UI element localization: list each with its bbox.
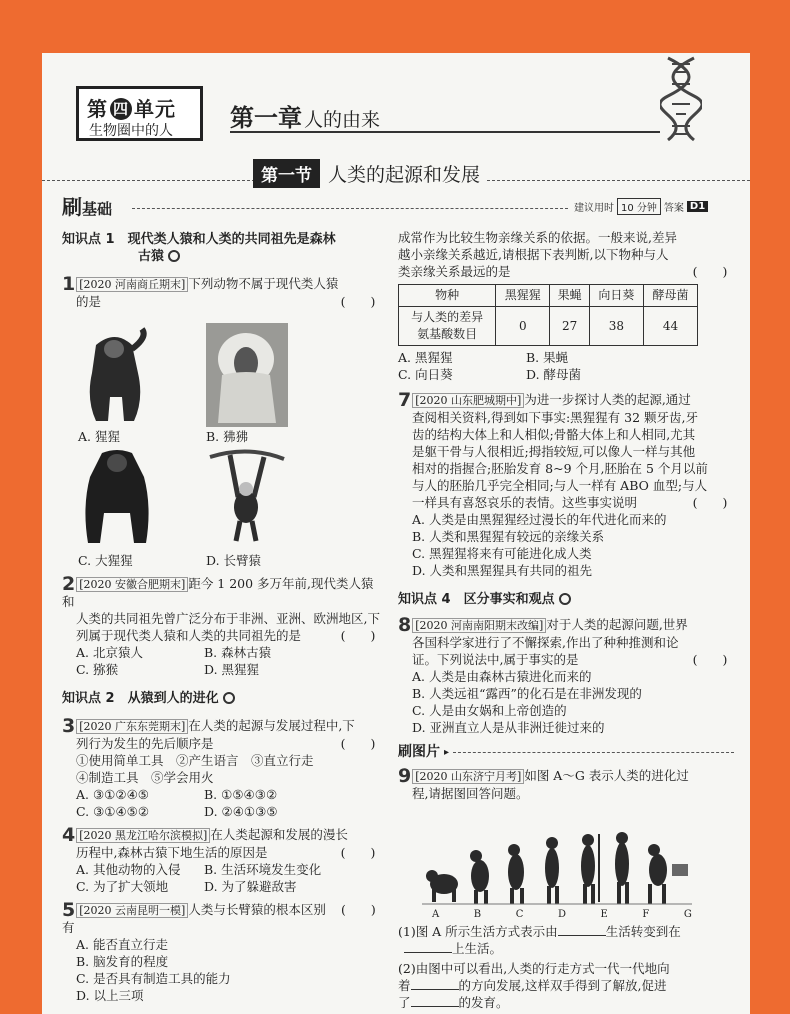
unit-title-suffix: 单元 — [134, 97, 176, 121]
section-heading — [253, 159, 486, 187]
gorilla-image — [80, 447, 154, 547]
q3-line1: 在人类的起源与发展过程中,下 — [188, 718, 355, 733]
q3-option-d[interactable]: D. ②④①③⑤ — [204, 804, 278, 819]
q9-line2: 程,请据图回答问题。 — [412, 786, 529, 801]
q5-option-d[interactable]: D. 以上三项 — [76, 988, 144, 1003]
figure-label-c: C — [515, 909, 524, 920]
question-7 — [398, 391, 734, 579]
q4-source: [2020 黑龙江哈尔滨模拟] — [76, 828, 210, 843]
q3-option-a[interactable]: A. ③①②④⑤ — [76, 787, 150, 802]
picture-practice-divider — [453, 752, 734, 753]
blank-input[interactable] — [558, 935, 606, 936]
table-header-row — [399, 285, 698, 307]
q3-line2: 列行为发生的先后顺序是 — [76, 736, 214, 751]
q1-option-b[interactable]: B. 狒狒 — [206, 429, 249, 444]
blank-input[interactable] — [404, 952, 452, 953]
evolution-figure — [422, 828, 692, 908]
question-3 — [62, 717, 382, 820]
q4-option-c[interactable]: C. 为了扩大领地 — [76, 879, 169, 894]
q2-option-b[interactable]: B. 森林古猿 — [204, 645, 272, 660]
knowledge-point-1 — [62, 231, 382, 265]
q7-option-c[interactable]: C. 黑猩猩将来有可能进化成人类 — [412, 546, 592, 561]
q8-line1: 对于人类的起源问题,世界 — [546, 617, 688, 632]
kp4-text: 知识点 4 区分事实和观点 — [398, 592, 555, 607]
q7-line2: 查阅相关资料,得到如下事实:黑猩猩有 32 颗牙齿,牙 — [412, 410, 699, 425]
q7-line3: 齿的结构大体上和人相似;骨骼大体上和人相同,尤其 — [412, 427, 696, 442]
q3-items-1: ①使用简单工具 ②产生语言 ③直立行走 — [76, 753, 314, 768]
row-label-1: 与人类的差异 — [411, 310, 484, 324]
figure-label-f: F — [642, 909, 650, 920]
q4-option-b[interactable]: B. 生活环境发生变化 — [204, 862, 322, 877]
q9-sub2-part1: (2)由图中可以看出,人类的行走方式一代一代地向 — [398, 961, 670, 976]
question-5 — [62, 901, 382, 1004]
unit-title — [87, 93, 176, 122]
answer-paren: ( ) — [692, 652, 728, 667]
knowledge-point-4 — [398, 591, 734, 608]
q3-option-c[interactable]: C. ③①④⑤② — [76, 804, 150, 819]
chapter-divider — [230, 131, 660, 133]
q8-number: 8 — [398, 614, 412, 636]
ape-figure-b — [470, 850, 489, 904]
q4-line1: 在人类起源和发展的漫长 — [210, 827, 348, 842]
q2-number: 2 — [62, 573, 76, 595]
q5-source: [2020 云南昆明一模] — [76, 903, 188, 918]
q2-option-d[interactable]: D. 黑猩猩 — [204, 662, 260, 677]
q4-line2: 历程中,森林古猿下地生活的原因是 — [76, 845, 268, 860]
blank-input[interactable] — [411, 1006, 459, 1007]
q8-option-a[interactable]: A. 人类是由森林古猿进化而来的 — [412, 669, 592, 684]
table-cell: 44 — [643, 307, 697, 346]
chapter-name: 人的由来 — [304, 109, 381, 131]
answer-label: 答案 — [663, 203, 684, 214]
target-icon — [168, 250, 180, 262]
kp1-line2: 古猿 — [138, 249, 165, 264]
table-cell: 酵母菌 — [643, 285, 697, 307]
q2-line3: 列属于现代类人猿和人类的共同祖先的是 — [76, 628, 302, 643]
orangutan-image — [78, 327, 152, 425]
figure-label-g: G — [683, 909, 692, 920]
unit-label-box — [76, 86, 203, 141]
figure-label-a: A — [432, 909, 440, 920]
q5-option-b[interactable]: B. 脑发育的程度 — [76, 954, 169, 969]
q9-source: [2020 山东济宁月考] — [412, 769, 524, 784]
q9-sub2-part5: 的发育。 — [458, 995, 509, 1010]
q7-line5: 相对的指握合;胚胎发育 8~9 个月,胚胎在 5 个月以前 — [412, 461, 708, 476]
triangle-icon: ▸ — [444, 747, 450, 758]
q6-option-a[interactable]: A. 黑猩猩 — [398, 350, 453, 365]
ape-figure-a — [426, 870, 458, 902]
kp2-text: 知识点 2 从猿到人的进化 — [62, 691, 219, 706]
unit-title-prefix: 第 — [87, 97, 108, 121]
q3-source: [2020 广东东莞期末] — [76, 719, 188, 734]
q3-number: 3 — [62, 715, 76, 737]
q9-sub2-part3: 的方向发展,这样双手得到了解放,促进 — [458, 978, 667, 993]
q1-option-a[interactable]: A. 猩猩 — [78, 429, 120, 444]
practice-heading — [62, 191, 112, 220]
dna-helix-icon — [660, 56, 702, 142]
answer-paren: ( ) — [692, 495, 728, 510]
q1-number: 1 — [62, 273, 76, 295]
q7-line1: 为进一步探讨人类的起源,通过 — [524, 392, 691, 407]
q5-text: 人类与长臂猿的根本区别有 — [62, 902, 326, 935]
q1-option-d[interactable]: D. 长臂猿 — [206, 553, 262, 568]
q3-items-2: ④制造工具 ⑤学会用火 — [76, 770, 214, 785]
section-badge: 第一节 — [253, 159, 320, 188]
answer-page: D1 — [687, 201, 708, 212]
q2-option-a[interactable]: A. 北京猿人 — [76, 645, 143, 660]
table-cell: 果蝇 — [550, 285, 590, 307]
q2-source: [2020 安徽合肥期末] — [76, 577, 188, 592]
q7-source: [2020 山东肥城期中] — [412, 393, 524, 408]
table-cell: 27 — [550, 307, 590, 346]
unit-subtitle: 生物圈中的人 — [89, 123, 173, 139]
q9-number: 9 — [398, 765, 412, 787]
target-icon — [559, 593, 571, 605]
figure-label-e: E — [600, 909, 608, 920]
q6-option-c[interactable]: C. 向日葵 — [398, 367, 453, 382]
question-4 — [62, 826, 382, 895]
q9-sub1-part1: (1)图 A 所示生活方式表示由 — [398, 924, 558, 939]
answer-paren: ( ) — [340, 736, 376, 751]
q2-line1: 距今 1 200 多万年前,现代类人猿和 — [62, 576, 374, 609]
q6-line3: 类亲缘关系最远的是 — [398, 264, 511, 279]
left-column — [62, 231, 382, 310]
q1-options-row2 — [78, 552, 378, 569]
q8-line3: 证。下列说法中,属于事实的是 — [412, 652, 579, 667]
q7-option-a[interactable]: A. 人类是由黑猩猩经过漫长的年代进化而来的 — [412, 512, 667, 527]
table-cell: 0 — [496, 307, 550, 346]
human-figure-g — [648, 844, 688, 904]
unit-number: 四 — [110, 98, 132, 120]
q2-line2: 人类的共同祖先曾广泛分布于非洲、亚洲、欧洲地区,下 — [76, 611, 380, 626]
q9-subquestions — [398, 923, 738, 1011]
q7-line4: 是躯干骨与人很相近;拇指较短,可以像人一样与其他 — [412, 444, 696, 459]
q4-option-a[interactable]: A. 其他动物的入侵 — [76, 862, 181, 877]
q8-option-d[interactable]: D. 亚洲直立人是从非洲迁徙过来的 — [412, 720, 605, 735]
figure-label-d: D — [557, 909, 566, 920]
gibbon-image — [208, 447, 286, 547]
q9-sub2-part2: 着 — [398, 978, 411, 993]
figure-label-b: B — [473, 909, 482, 920]
q7-line7: 一样具有喜怒哀乐的表情。这些事实说明 — [412, 495, 638, 510]
chapter-title — [230, 98, 380, 133]
question-1 — [62, 275, 382, 310]
table-row — [399, 307, 698, 346]
time-badge — [574, 198, 708, 215]
question-8 — [398, 616, 734, 736]
practice-key: 刷 — [62, 195, 82, 219]
q9-sub2-part4: 了 — [398, 995, 411, 1010]
answer-paren: ( ) — [340, 294, 376, 309]
table-cell: 向日葵 — [589, 285, 643, 307]
human-figure-d — [545, 837, 559, 904]
table-cell: 黑猩猩 — [496, 285, 550, 307]
knowledge-point-2 — [62, 690, 382, 707]
q7-line6: 与人的胚胎几乎完全相同;与人一样有 ABO 血型;与人 — [412, 478, 708, 493]
amino-acid-table — [398, 284, 698, 346]
q6-option-d[interactable]: D. 酵母菌 — [526, 367, 582, 382]
q7-number: 7 — [398, 389, 412, 411]
q1-text2: 的是 — [76, 294, 102, 309]
time-label: 建议用时 — [574, 203, 614, 214]
q4-number: 4 — [62, 824, 76, 846]
kp1-line1: 知识点 1 现代类人猿和人类的共同祖先是森林 — [62, 232, 336, 247]
time-value: 10 分钟 — [617, 198, 661, 215]
right-column — [398, 229, 734, 802]
human-figure-f — [615, 832, 629, 904]
q9-sub1-part3: 上生活。 — [452, 941, 503, 956]
q3-option-b[interactable]: B. ①⑤④③② — [204, 787, 278, 802]
baboon-image — [206, 323, 288, 427]
q8-line2: 各国科学家进行了不懈探索,作出了种种推测和论 — [412, 635, 679, 650]
chapter-number: 第一章 — [230, 104, 302, 132]
answer-paren: ( ) — [340, 902, 376, 917]
blank-input[interactable] — [411, 989, 459, 990]
answer-paren: ( ) — [340, 845, 376, 860]
q6-option-b[interactable]: B. 果蝇 — [526, 350, 569, 365]
ape-figure-c — [508, 844, 524, 904]
figure-labels — [432, 906, 692, 923]
answer-paren: ( ) — [340, 628, 376, 643]
section-title: 人类的起源和发展 — [328, 163, 481, 186]
target-icon — [223, 692, 235, 704]
practice-divider — [132, 208, 568, 209]
table-cell — [399, 307, 496, 346]
q1-source: [2020 河南商丘期末] — [76, 277, 188, 292]
q8-option-b[interactable]: B. 人类远祖“露西”的化石是在非洲发现的 — [412, 686, 642, 701]
q6-line1: 成常作为比较生物亲缘关系的依据。一般来说,差异 — [398, 230, 677, 245]
table-cell: 38 — [589, 307, 643, 346]
q9-line1: 如图 A～G 表示人类的进化过 — [524, 768, 689, 783]
q1-options-row1 — [78, 428, 378, 445]
q7-option-d[interactable]: D. 人类和黑猩猩具有共同的祖先 — [412, 563, 593, 578]
picture-practice-heading — [398, 744, 734, 761]
q1-text: 下列动物不属于现代类人猿 — [188, 276, 339, 291]
q6-line2: 越小亲缘关系越近,请根据下表判断,以下物种与人 — [398, 247, 669, 262]
q5-number: 5 — [62, 899, 76, 921]
q7-option-b[interactable]: B. 人类和黑猩猩有较远的亲缘关系 — [412, 529, 605, 544]
q8-option-c[interactable]: C. 人是由女娲和上帝创造的 — [412, 703, 567, 718]
question-2 — [62, 575, 382, 1004]
question-9 — [398, 767, 734, 802]
q8-source: [2020 河南南阳期末改编] — [412, 618, 546, 633]
row-label-2: 氨基酸数目 — [417, 327, 478, 341]
q5-option-c[interactable]: C. 是否具有制造工具的能力 — [76, 971, 231, 986]
q2-option-c[interactable]: C. 猕猴 — [76, 662, 119, 677]
picture-practice-label: 刷图片 — [398, 744, 440, 760]
q5-option-a[interactable]: A. 能否直立行走 — [76, 937, 168, 952]
q1-option-c[interactable]: C. 大猩猩 — [78, 553, 133, 568]
answer-paren: ( ) — [692, 264, 728, 279]
q9-sub1-part2: 生活转变到在 — [605, 924, 681, 939]
practice-word: 基础 — [82, 200, 113, 218]
q4-option-d[interactable]: D. 为了躲避敌害 — [204, 879, 297, 894]
table-cell: 物种 — [399, 285, 496, 307]
book-page — [42, 53, 750, 1014]
human-figure-e — [581, 834, 600, 904]
